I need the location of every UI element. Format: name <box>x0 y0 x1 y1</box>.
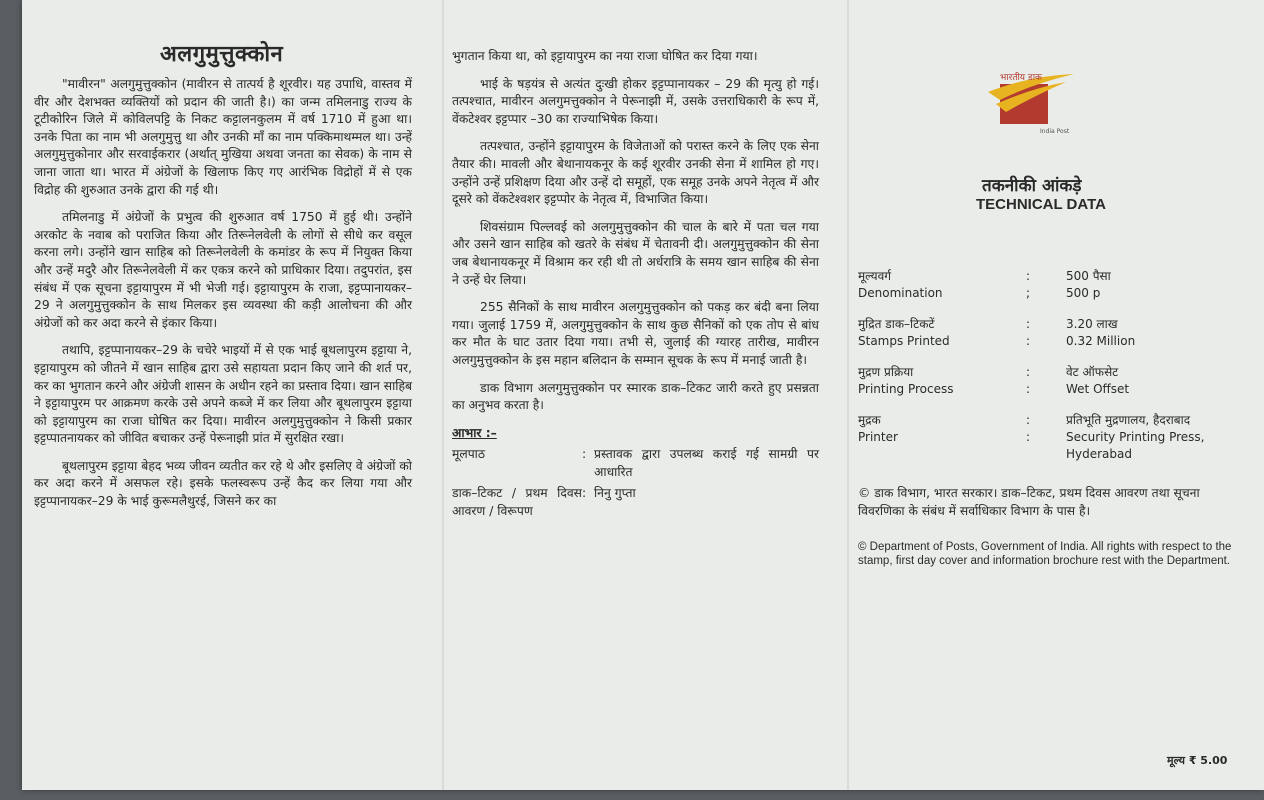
left-column <box>34 76 412 521</box>
td-key: Printer <box>858 430 898 444</box>
td-value: 3.20 लाख <box>1066 317 1118 331</box>
paragraph: तत्पश्चात, उन्होंने इट्टायापुरम के विजेताओं को परास्त करने के लिए एक सेना तैयार की। मावली और बेथानायकनूर के कई शूरवीर उनकी सेना में शामिल हो गए। उन्होंने उन्हें प्रशिक्षण दिया और उन्हें दो समूहों, एक समूह उनके अपने नेतृत्व में और दूसरे को वेंकटेश्वशर इट्टप्पोर के नेतृत्व में, विभाजित किया। <box>452 139 819 207</box>
fold-line <box>442 0 444 790</box>
td-row <box>858 429 1238 463</box>
ack-value: प्रस्तावक द्वारा उपलब्ध कराई गई सामग्री पर आधारित <box>594 447 819 479</box>
paragraph: 255 सैनिकों के साथ मावीरन अलगुमुत्तुक्कोन को पकड़ कर बंदी बना लिया गया। जुलाई 1759 में, अलगुमुत्तुक्कोन के साथ कुछ सैनिकों को एक तोप से बांध कर मौत के घाट उतार दिया गया। तभी से, जुलाई की ग्यारह तारीख, मावीरन अलगुमुत्तुक्कोन के इस महान बलिदान के सम्मान सूचक के रूप में मनाई जाती है। <box>452 300 819 367</box>
td-key: मुद्रण प्रक्रिया <box>858 365 914 379</box>
ack-label: मूलपाठ <box>452 447 486 462</box>
logo-text-english: India Post <box>1040 128 1070 135</box>
td-colon: : <box>1026 334 1031 348</box>
td-row <box>858 381 1238 398</box>
td-row <box>858 285 1238 302</box>
td-key: मुद्रित डाक–टिकटें <box>858 317 935 331</box>
paragraph: भाई के षड़यंत्र से अत्यंत दुःखी होकर इट्टप्पानायकर – 29 की मृत्यु हो गई। तत्पश्चात, मावीरन अलगुमत्तुक्कोन ने पेरूनाझी में, उसके उत्तराधिकारी के रूप में, वेंकटेश्वर इट्टप्पार –30 का राज्याभिषेक किया। <box>452 76 819 126</box>
logo-text-hindi: भारतीय डाक <box>1000 73 1042 83</box>
td-row <box>858 268 1238 285</box>
technical-data-heading-hindi: तकनीकी आंकड़े <box>982 176 1082 196</box>
td-row <box>858 364 1238 381</box>
paragraph: तमिलनाडु में अंग्रेजों के प्रभुत्व की शुरुआत वर्ष 1750 में हुई थी। उन्होंने अरकोट के नवाब को पराजित किया और तिरूनेलवेली के लोगों से सीधे कर वसूल करना लगे। उन्होंने खान साहिब को तिरूनेलवेली के कमांडर के रूप में नियुक्त किया और उन्हें मदुरै और तिरूनेलवेली में कर एकत्र करने को प्राधिकार दिया। तदुपरांत, इस संबंध में एक सूचना इट्टायापुरम में भी भेजी गई। इट्टायापुरम के राजा, इट्टप्पानायकर–29 ने अलगुमुत्तुक्कोन के साथ मिलकर इस व्यवस्था की कड़ी आलोचना की और अंग्रेजों को कर अदा करने से इंकार किया। <box>34 210 412 330</box>
technical-data-heading: TECHNICAL DATA <box>976 196 1106 213</box>
td-colon: : <box>1026 413 1031 427</box>
ack-label: डाक–टिकट / प्रथम दिवस आवरण / विरूपण <box>452 486 582 519</box>
td-key: Stamps Printed <box>858 334 950 348</box>
paragraph: शिवसंग्राम पिल्लवई को अलगुमुत्तुक्कोन की चाल के बारे में पता चल गया और उसने खान साहिब को खतरे के संबंध में चेतावनी दी। अलगुमुत्तुक्कोन की सेना जब बेथानायकनूर में विश्राम कर रही थी तो अर्धरात्रि के समय खान साहिब की सेना ने उन्हें घेर लिया। <box>452 219 819 287</box>
td-colon: : <box>1026 317 1031 331</box>
td-colon: ; <box>1026 286 1031 300</box>
brochure-title: अलगुमुत्तुक्कोन <box>160 42 284 67</box>
middle-column <box>452 48 819 525</box>
td-row <box>858 412 1238 429</box>
td-colon: : <box>1026 365 1031 379</box>
td-key: मुद्रक <box>858 413 881 427</box>
paragraph: "मावीरन" अलगुमुत्तुक्कोन (मावीरन से तात्पर्य है शूरवीर। यह उपाधि, वास्तव में वीर और देशभक्त व्यक्तियों को प्रदान की जाती है।) का जन्म तमिलनाडु राज्य के टूटीकोरिन जिले में कोविलपट्टि के निकट कट्टालनकुलम में वर्ष 1710 में हुआ था। उनके पिता का नाम भी अलगुमुत्तु था और उनकी माँ का नाम पक्किमाथम्मल था। उन्हें अलगुमुत्तुकोनार और सरवाईकरार (अर्थात् मुखिया अथवा जनता का सेवक) के नाम से जाना जाता था। भारत में अंग्रेजों के खिलाफ किए गए आरंभिक विद्रोहों में से एक विद्रोह की शुरुआत उनके द्वारा की गई थी। <box>34 77 412 197</box>
price-label: मूल्य ₹ 5.00 <box>1167 754 1228 767</box>
ack-value: निनु गुप्ता <box>594 486 636 501</box>
ack-colon: : <box>582 486 587 501</box>
paragraph: भुगतान किया था, को इट्टायापुरम का नया राजा घोषित कर दिया गया। <box>452 49 758 63</box>
fold-line <box>847 0 849 790</box>
td-value: 500 p <box>1066 286 1101 300</box>
td-colon: : <box>1026 382 1031 396</box>
td-key: Printing Process <box>858 382 954 396</box>
copyright-hindi: © डाक विभाग, भारत सरकार। डाक–टिकट, प्रथम दिवस आवरण तथा सूचना विवरणिका के संबंध में सर्वाधिकार विभाग के पास है। <box>858 486 1200 518</box>
td-row <box>858 316 1238 333</box>
ack-colon: : <box>582 447 587 462</box>
paragraph: डाक विभाग अलगुमुत्तुक्कोन पर स्मारक डाक–टिकट जारी करते हुए प्रसन्नता का अनुभव करता है। <box>452 380 819 413</box>
paragraph: तथापि, इट्टप्पानायकर–29 के चचेरे भाइयों में से एक भाई बूथलापुरम इट्टाया ने, इट्टायापुरम को जीतने में खान साहिब द्वारा उसे सहायता प्रदान किए जाने की शर्त पर, कर का भुगतान करने और अंग्रेजी शासन के अधीन रहने का प्रस्ताव दिया। खान साहिब ने इट्टायापुरम पर आक्रमण करके उसे अपने कब्जे में कर लिया और बूथलापुरम इट्टाया को इट्टायापुरम का राजा घोषित कर दिया। मावीरन अलगुमुत्तुक्कोन ने किसी प्रकार इट्टप्पातनायकर को जीवित बचाकर उन्हें पेरूनाझी प्रांत में सुरक्षित रखा। <box>34 343 412 446</box>
td-row <box>858 333 1238 350</box>
td-value: प्रतिभूति मुद्रणालय, हैदराबाद <box>1066 413 1191 427</box>
td-value: Security Printing Press, Hyderabad <box>1066 430 1205 461</box>
td-key: Denomination <box>858 286 943 300</box>
acknowledgement-row <box>452 446 819 481</box>
td-colon: : <box>1026 269 1031 283</box>
copyright-english: © Department of Posts, Government of India. All rights with respect to the stamp, first day cover and information brochure rest with the Department. <box>858 541 1232 567</box>
paragraph: बूथलापुरम इट्टाया बेहद भव्य जीवन व्यतीत कर रहे थे और इसलिए वे अंग्रेजों को कर अदा करने में असफल रहे। इसके फलस्वरूप उन्हें कैद कर लिया गया और इट्टप्पानायकर–29 के भाई कुरूमलैथुरई, जिसने कर का <box>34 458 412 509</box>
acknowledgement-row <box>452 485 819 520</box>
acknowledgement-heading: आभार :– <box>452 425 497 440</box>
td-colon: : <box>1026 430 1031 444</box>
td-value: 0.32 Million <box>1066 334 1136 348</box>
td-value: वेट ऑफसेट <box>1066 365 1119 379</box>
td-value: Wet Offset <box>1066 382 1130 396</box>
technical-data-table <box>858 268 1238 463</box>
td-value: 500 पैसा <box>1066 269 1111 283</box>
td-key: मूल्यवर्ग <box>858 269 892 283</box>
